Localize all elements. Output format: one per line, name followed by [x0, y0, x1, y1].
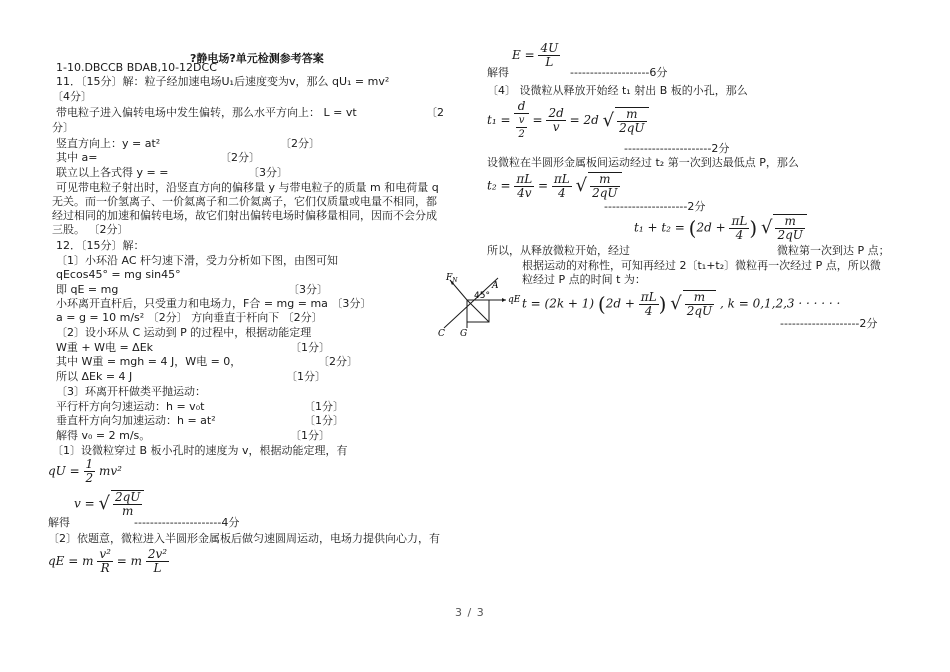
point-c-label: C: [438, 329, 445, 339]
q13-line1: 〔1〕设微粒穿过 B 板小孔时的速度为 v，根据动能定理，有: [52, 444, 348, 457]
q12-line8-score: 〔2分〕: [318, 355, 358, 368]
q11-line5: 竖直方向上：y = at²: [56, 137, 161, 150]
q11-line8: 可见带电粒子射出时，沿竖直方向的偏移量 y 与带电粒子的质量 m 和电荷量 q: [56, 181, 439, 194]
formula-t1-plus-t2: t₁ + t₂ = (2d + $\frac{\pi L}{4}$ ) √ $\frac{m}{2qU}$: [634, 214, 807, 242]
angle-label: 45°: [474, 291, 490, 301]
q12-line7: W重 + W电 = ΔEk: [56, 341, 154, 354]
r-part4-line2: 设微粒在半圆形金属板间运动经过 t₂ 第一次到达最低点 P，那么: [487, 156, 799, 169]
q11-line9: 无关。而一价氢离子、一价氦离子和二价氦离子，它们仅质量或电量不相同，都: [52, 195, 437, 208]
q13-solve-score: ----------------------4分: [134, 516, 240, 529]
q11-line7-score: 〔3分〕: [248, 166, 288, 179]
q11-line5-score: 〔2分〕: [280, 137, 320, 150]
q11-line6: 其中 a=: [56, 151, 98, 164]
q12-line2: qEcos45° = mg sin45°: [56, 268, 181, 281]
q12-line4: 小环离开直杆后，只受重力和电场力，F合 = mg = ma 〔3分〕: [56, 297, 372, 310]
point-g-label: G: [460, 329, 468, 339]
page-title: ?静电场?单元检测参考答案: [190, 52, 324, 65]
q12-line3-score: 〔3分〕: [288, 283, 328, 296]
formula-field: E = $\frac{4U}{L}$: [512, 41, 559, 69]
qe-label: qE: [508, 295, 521, 305]
q12-line11-score: 〔1分〕: [304, 400, 344, 413]
q11-line3: 带电粒子进入偏转电场中发生偏转，那么水平方向上： L = vt: [56, 106, 357, 119]
q12-line11: 平行杆方向匀速运动：h = v₀t: [56, 400, 205, 413]
r-line-so-end: 微粒第一次到达 P 点；: [777, 244, 890, 257]
formula-centripetal: qE = m $\frac{\text{v²}}{R}$ = m $\frac{\text{2v²}}{L}$: [48, 547, 168, 575]
diagonal-line: [467, 300, 489, 322]
q12-line1: 〔1〕小环沿 AC 杆匀速下滑，受力分析如下图，由图可知: [56, 254, 339, 267]
q11-line2: 〔4分〕: [52, 90, 92, 103]
q11-line3-score: 〔2: [426, 106, 444, 119]
q13-line2: 〔2〕依题意，微粒进入半圆形金属板后做匀速圆周运动，电场力提供向心力，有: [48, 532, 440, 545]
r-solve-score: --------------------6分: [570, 66, 668, 79]
r-t2-score: ---------------------2分: [604, 200, 706, 213]
q12-line3: 即 qE = mg: [56, 283, 119, 296]
page-number: 3 / 3: [455, 606, 485, 619]
r-line-so: 所以，从释放微粒开始，经过: [487, 244, 630, 257]
point-a-label: A: [492, 281, 499, 291]
formula-t2: t₂ = $\frac{\pi L}{4v}$ = $\frac{\pi L}{4}$ √ $\frac{m}{2qU}$: [487, 172, 622, 200]
r-line-time: 粒经过 P 点的时间 t 为：: [522, 273, 646, 286]
q11-line6-score: 〔2分〕: [220, 151, 260, 164]
formula-t1: t₁ = $\frac{d}{\frac{v}{2}}$ = $\frac{2d}{v}$ = 2d √ $\frac{m}{2qU}$: [487, 100, 649, 141]
q11-line10: 经过相同的加速和偏转电场，故它们射出偏转电场时偏移量相同，因而不会分成: [52, 209, 437, 222]
q12-line9: 所以 ΔEk = 4 J: [56, 370, 133, 383]
formula-qu-energy: qU = $\frac{1}{2}$ mv²: [48, 457, 122, 485]
q12-line7-score: 〔1分〕: [290, 341, 330, 354]
r-solve-label: 解得: [487, 66, 509, 79]
qe-arrow-head: [502, 298, 506, 302]
r-final-score: --------------------2分: [780, 317, 878, 330]
q11-line4: 分〕: [52, 121, 74, 134]
q12-line12-score: 〔1分〕: [304, 414, 344, 427]
mc-answers: 1-10.DBCCB BDAB,10-12DCC: [56, 61, 217, 74]
q11-line11: 三股。 〔2分〕: [52, 223, 129, 236]
q12-line6: 〔2〕设小环从 C 运动到 P 的过程中，根据动能定理: [56, 326, 312, 339]
q11-line1: 11．〔15分〕解：粒子经加速电场U₁后速度变为v，那么 qU₁ = mv²: [56, 75, 390, 88]
fn-label: $F_N$: [446, 273, 458, 284]
q12-line12: 垂直杆方向匀加速运动：h = at²: [56, 414, 216, 427]
q12-line8: 其中 W重 = mgh = 4 J，W电 = 0，: [56, 355, 242, 368]
formula-general-time: t = (2k + 1) (2d + $\frac{\pi L}{4}$ ) √ $\frac{m}{2qU}$ , k = 0,1,2,3 · · · · · ·: [522, 289, 841, 318]
q11-line7: 联立以上各式得 y = =: [56, 166, 169, 179]
q12-line10: 〔3〕环离开杆做类平抛运动：: [56, 385, 206, 398]
q12-line9-score: 〔1分〕: [286, 370, 326, 383]
q12-title: 12．〔15分〕解：: [56, 239, 145, 252]
q13-solve-label: 解得: [48, 516, 70, 529]
formula-velocity: v = √ $\frac{2qU}{m}$: [74, 490, 144, 518]
force-diagram: [436, 270, 526, 340]
r-part4-line1: 〔4〕 设微粒从释放开始经 t₁ 射出 B 板的小孔，那么: [487, 84, 748, 97]
rod-line: [444, 278, 498, 328]
r-line-symmetry: 根据运动的对称性，可知再经过 2〔t₁+t₂〕微粒再一次经过 P 点，所以微: [522, 259, 881, 272]
q12-line13: 解得 v₀ = 2 m/s。: [56, 429, 151, 442]
r-t1-score: ----------------------2分: [624, 142, 730, 155]
q12-line13-score: 〔1分〕: [290, 429, 330, 442]
q12-line5: a = g = 10 m/s² 〔2分〕 方向垂直于杆向下 〔2分〕: [56, 311, 323, 324]
